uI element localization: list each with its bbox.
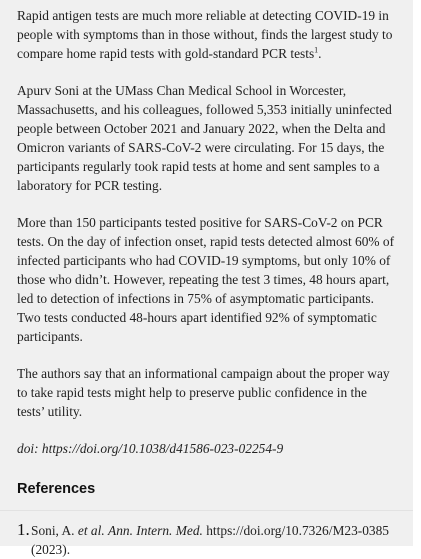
doi-link[interactable]: doi: https://doi.org/10.1038/d41586-023-02254-9 <box>17 441 284 456</box>
paragraph-intro-end: . <box>318 46 322 61</box>
reference-etal: et al. <box>77 523 105 538</box>
section-divider <box>0 510 413 511</box>
reference-authors: Soni, A. <box>31 523 75 538</box>
reference-text <box>31 521 395 559</box>
paragraph-intro <box>17 6 395 63</box>
reference-journal: Ann. Intern. Med. <box>108 523 203 538</box>
reference-link[interactable]: https://doi.org/10.7326/M23-0385 <box>206 523 390 538</box>
paragraph-intro-text: Rapid antigen tests are much more reliable at detecting COVID-19 in people with symptoms than in those without, finds the largest study to compare home rapid tests with gold-standard PCR tests <box>17 8 393 61</box>
reference-item <box>17 520 395 559</box>
reference-number: 1. <box>17 520 30 539</box>
page-margin <box>413 0 421 546</box>
footnote-reference[interactable]: 1 <box>314 45 319 55</box>
references-heading: References <box>17 481 96 497</box>
paragraph-conclusion: The authors say that an informational campaign about the proper way to take rapid tests might help to preserve public confidence in the tests’ utility. <box>17 366 390 419</box>
paragraph-study: Apurv Soni at the UMass Chan Medical School in Worcester, Massachusetts, and his colleagues, followed 5,353 initially uninfected people between October 2021 and January 2022, when the Delta and Omicron variants of SARS-CoV-2 were circulating. For 15 days, the participants regularly took rapid tests at home and sent samples to a laboratory for PCR testing. <box>17 83 392 193</box>
paragraph-results: More than 150 participants tested positive for SARS-CoV-2 on PCR tests. On the day of infection onset, rapid tests detected almost 60% of infected participants who had COVID-19 symptoms, but only 10% of those who didn’t. However, repeating the test 3 times, 48 hours apart, led to detection of infections in 75% of asymptomatic participants. Two tests conducted 48-hours apart identified 92% of symptomatic participants. <box>17 215 395 344</box>
reference-year: (2023). <box>31 542 71 557</box>
